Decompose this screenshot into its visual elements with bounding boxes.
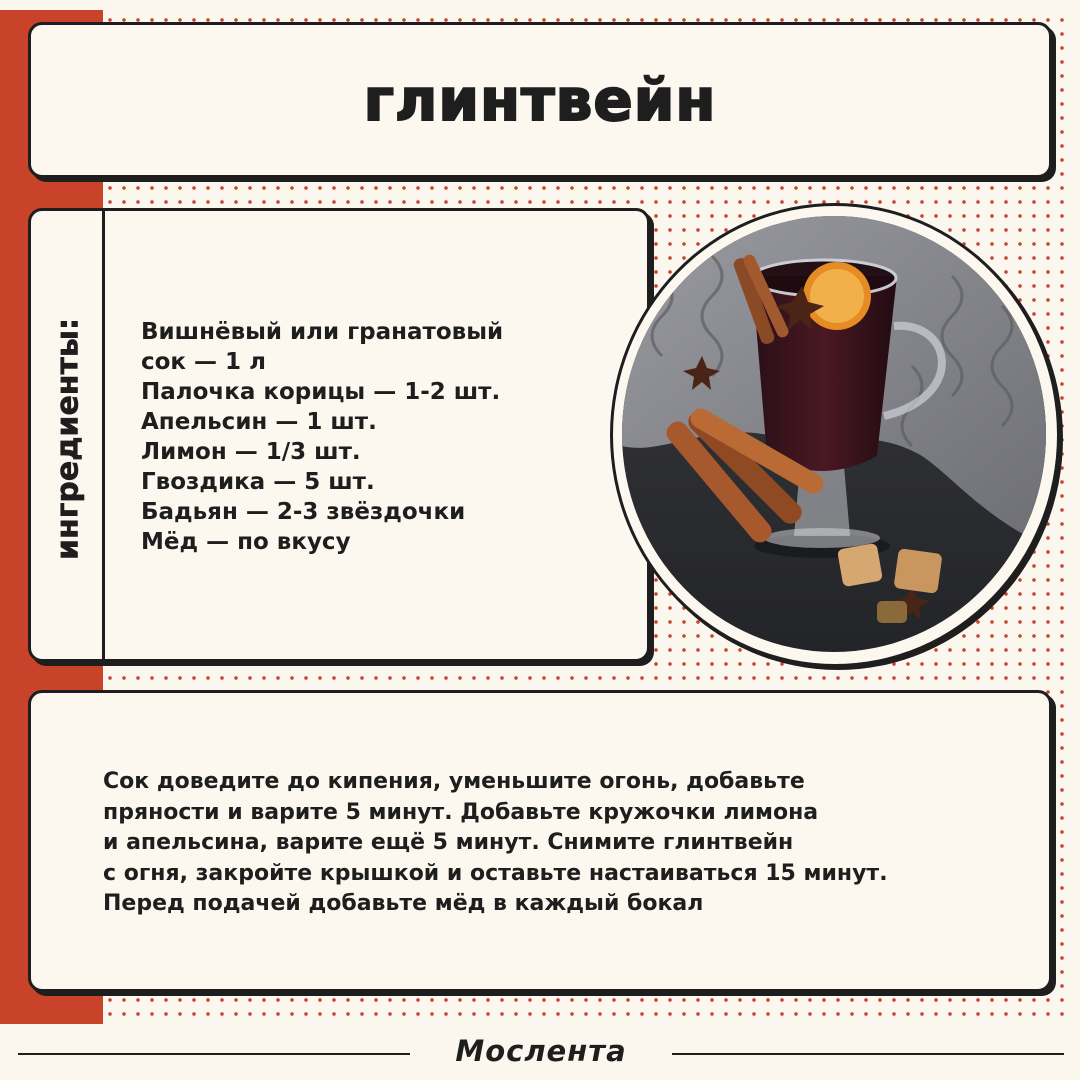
ingredient-line: Лимон — 1/3 шт. bbox=[141, 439, 361, 465]
ingredient-line: Вишнёвый или гранатовый bbox=[141, 319, 504, 345]
instruction-line: пряности и варите 5 минут. Добавьте кружочки лимона bbox=[103, 799, 819, 825]
ingredients-list bbox=[141, 317, 503, 557]
ingredient-line: Апельсин — 1 шт. bbox=[141, 409, 377, 435]
ingredients-card bbox=[28, 208, 650, 662]
ingredient-line: Бадьян — 2-3 звёздочки bbox=[141, 499, 466, 525]
mosленta-logo: Мослента bbox=[455, 1034, 627, 1068]
instruction-line: Сок доведите до кипения, уменьшите огонь, добавьте bbox=[103, 769, 805, 794]
instruction-line: и апельсина, варите ещё 5 минут. Снимите глинтвейн bbox=[103, 830, 794, 855]
instructions-card bbox=[28, 690, 1052, 992]
mulled-wine-photo bbox=[622, 216, 1046, 652]
ingredient-line: Палочка корицы — 1-2 шт. bbox=[141, 379, 501, 405]
instruction-line: Перед подачей добавьте мёд в каждый бокал bbox=[103, 891, 704, 916]
footer-divider-left bbox=[18, 1053, 410, 1055]
ingredient-line: Мёд — по вкусу bbox=[141, 529, 351, 555]
ingredient-line: Гвоздика — 5 шт. bbox=[141, 469, 375, 495]
recipe-title: глинтвейн bbox=[363, 66, 717, 134]
footer-divider-right bbox=[672, 1053, 1064, 1055]
instruction-line: с огня, закройте крышкой и оставьте настаиваться 15 минут. bbox=[103, 860, 888, 886]
ingredients-heading: ингредиенты: bbox=[50, 317, 86, 561]
mulled-wine-illustration bbox=[622, 216, 1046, 652]
instructions-text bbox=[103, 767, 888, 920]
ingredients-side-panel bbox=[31, 211, 105, 659]
title-card bbox=[28, 22, 1052, 178]
ingredient-line: сок — 1 л bbox=[141, 349, 266, 375]
